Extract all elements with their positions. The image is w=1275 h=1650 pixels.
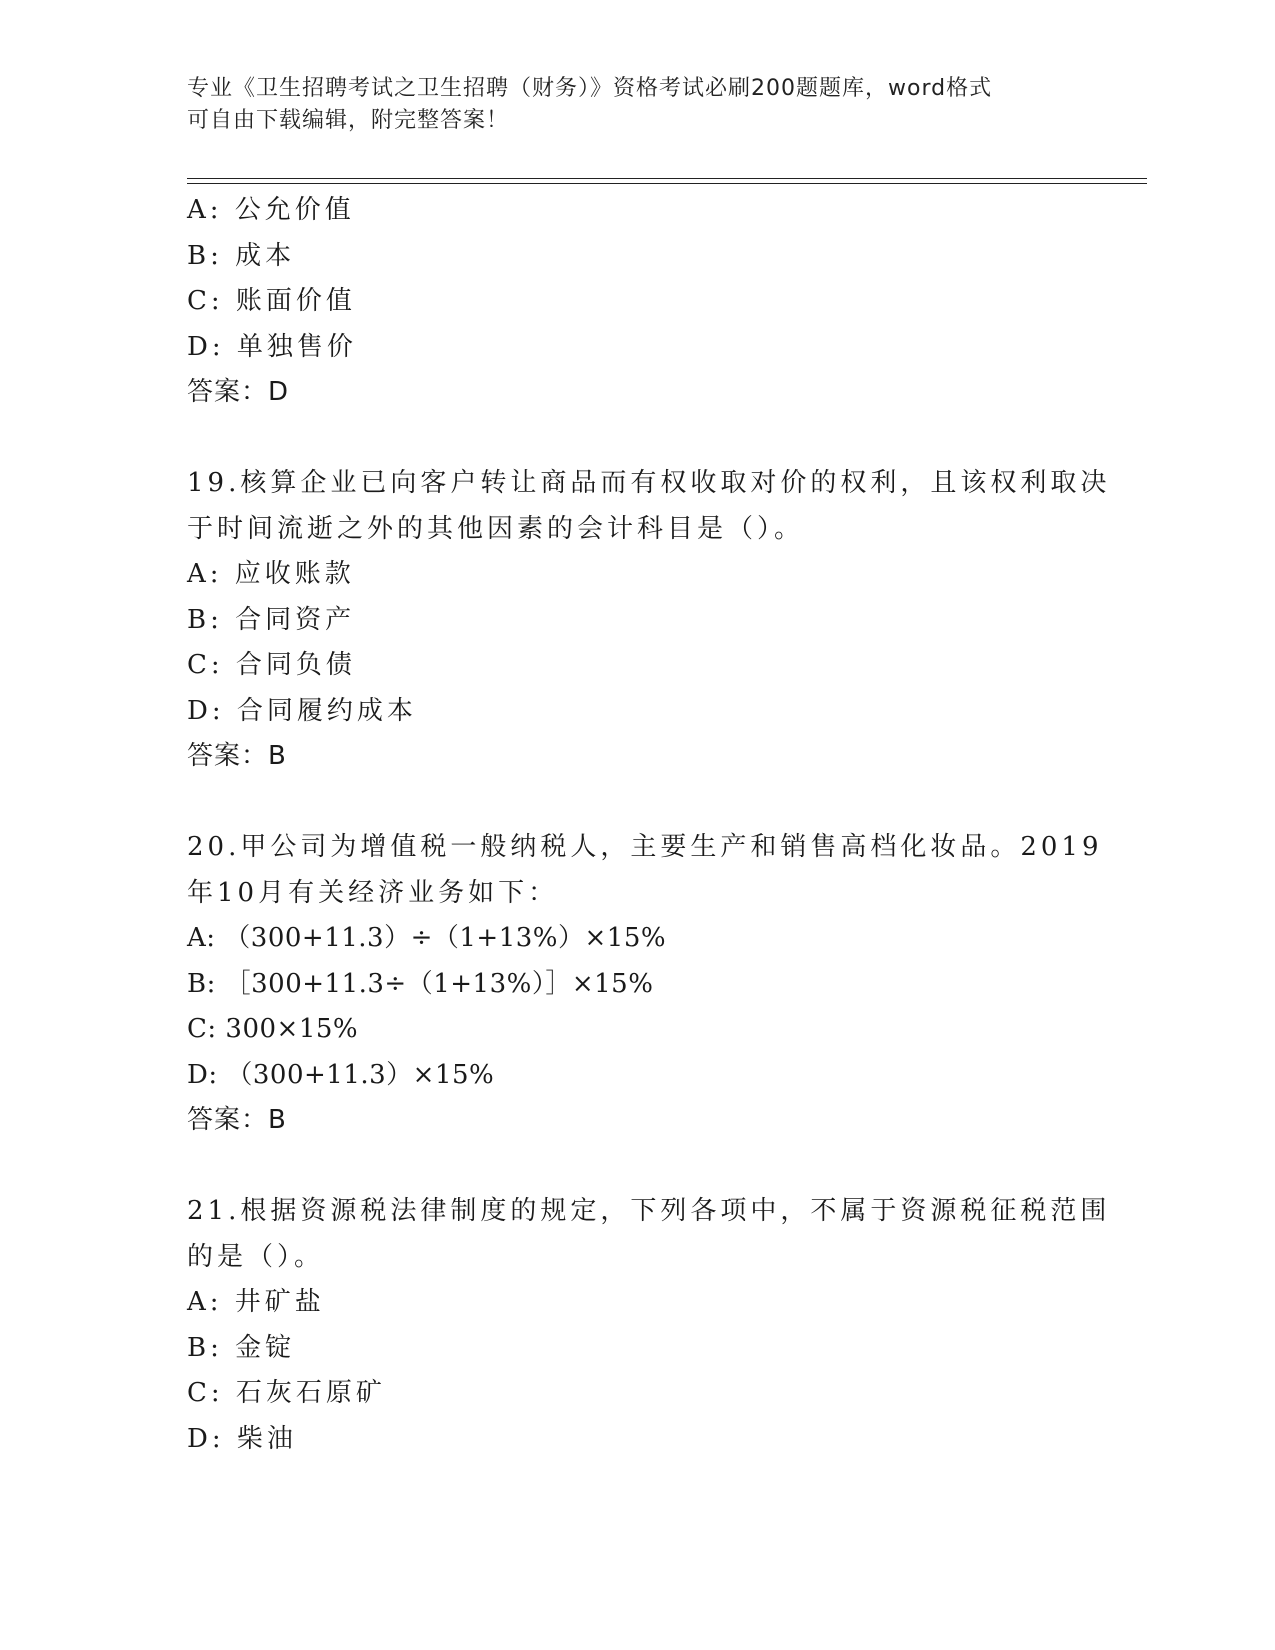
option-c: C: 石灰石原矿 xyxy=(187,1378,386,1408)
option-b: B: ［300+11.3÷（1+13%）］×15% xyxy=(187,968,654,999)
question-text-line-1: 19.核算企业已向客户转让商品而有权收取对价的权利，且该权利取决 xyxy=(187,468,1111,498)
option-d: D: 柴油 xyxy=(187,1423,297,1454)
option-c: C: 账面价值 xyxy=(187,286,356,316)
option-d: D: 合同履约成本 xyxy=(187,695,417,726)
option-d: D: （300+11.3）×15% xyxy=(187,1059,495,1090)
answer: 答案：D xyxy=(187,377,290,407)
spacer xyxy=(187,1144,1147,1190)
question-content xyxy=(187,188,1147,1462)
header-divider-top xyxy=(187,178,1147,179)
option-d: D: 单独售价 xyxy=(187,331,357,362)
answer: 答案：B xyxy=(187,1105,287,1135)
option-c: C: 合同负债 xyxy=(187,650,356,680)
question-text-line-1: 21.根据资源税法律制度的规定，下列各项中，不属于资源税征税范围 xyxy=(187,1196,1111,1226)
option-b: B: 金锭 xyxy=(187,1332,296,1363)
question-text-line-2: 的是（）。 xyxy=(187,1241,325,1272)
question-19-block xyxy=(187,461,1147,780)
header-divider-bottom xyxy=(187,183,1147,184)
question-text-line-2: 年10月有关经济业务如下： xyxy=(187,877,559,908)
option-a: A: 公允价值 xyxy=(187,195,355,225)
question-text-line-2: 于时间流逝之外的其他因素的会计科目是（）。 xyxy=(187,513,805,544)
header-line-1: 专业《卫生招聘考试之卫生招聘（财务）》资格考试必刷200题题库，word格式 xyxy=(187,76,993,101)
question-21-block xyxy=(187,1189,1147,1462)
option-a: A: 应收账款 xyxy=(187,559,355,589)
header-line-2: 可自由下载编辑，附完整答案！ xyxy=(187,108,510,133)
question-text-line-1: 20.甲公司为增值税一般纳税人，主要生产和销售高档化妆品。2019 xyxy=(187,832,1103,862)
spacer xyxy=(187,780,1147,826)
option-b: B: 合同资产 xyxy=(187,604,356,635)
option-a: A: 井矿盐 xyxy=(187,1287,325,1317)
question-20-block xyxy=(187,825,1147,1144)
spacer xyxy=(187,416,1147,462)
question-18-block xyxy=(187,188,1147,416)
answer: 答案：B xyxy=(187,741,287,771)
document-header xyxy=(187,73,1087,137)
option-c: C: 300×15% xyxy=(187,1014,359,1044)
option-a: A: （300+11.3）÷（1+13%）×15% xyxy=(187,923,667,953)
option-b: B: 成本 xyxy=(187,240,296,271)
